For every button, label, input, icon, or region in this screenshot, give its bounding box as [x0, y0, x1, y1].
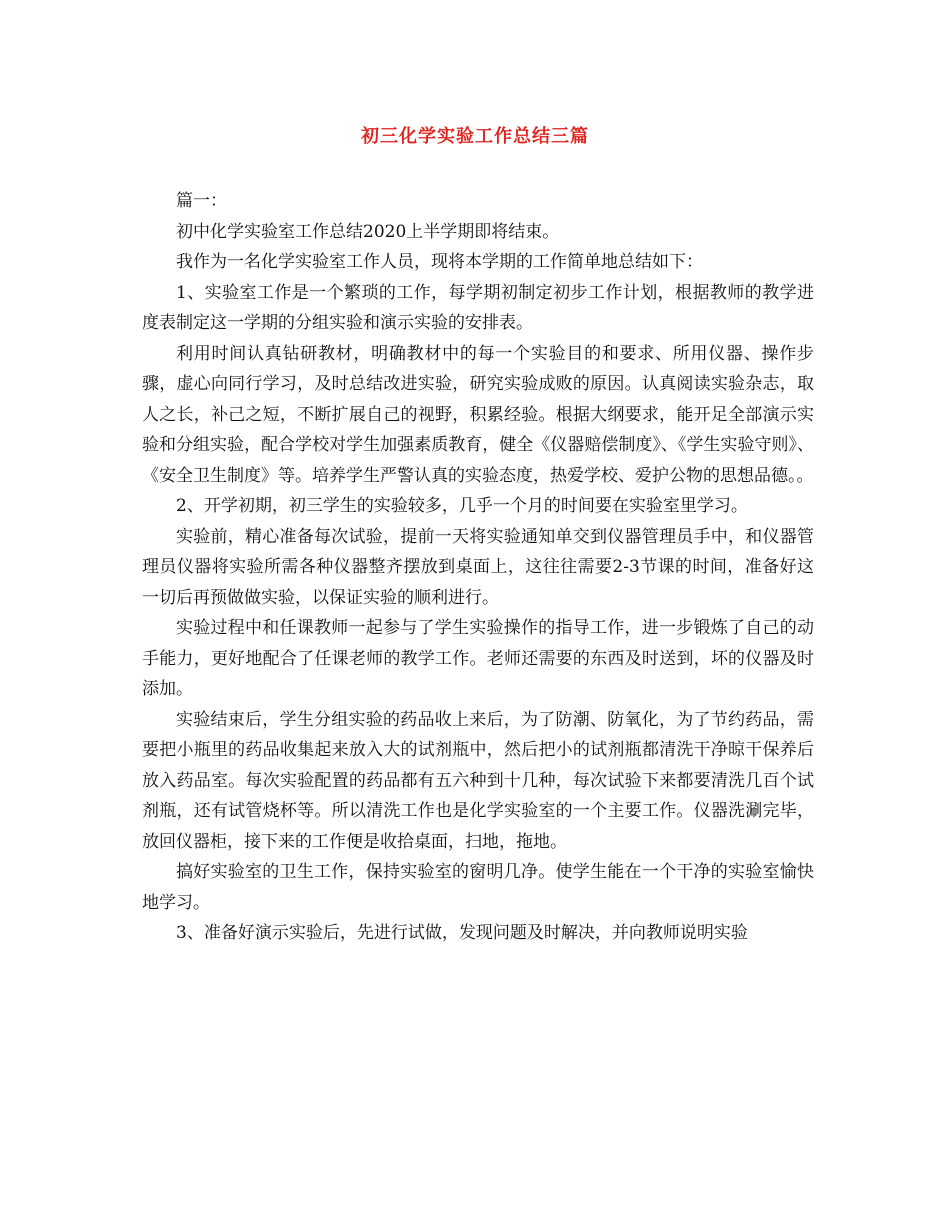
paragraph: 1、实验室工作是一个繁琐的工作，每学期初制定初步工作计划，根据教师的教学进度表制定这一学期的分组实验和演示实验的安排表。: [142, 282, 814, 333]
paragraph: 实验结束后，学生分组实验的药品收上来后，为了防潮、防氧化，为了节约药品，需要把小瓶里的药品收集起来放入大的试剂瓶中，然后把小的试剂瓶都清洗干净晾干保养后放入药品室。每次实验配置的药品都有五六种到十几种，每次试验下来都要清洗几百个试剂瓶，还有试管烧杯等。所以清洗工作也是化学实验室的一个主要工作。仪器洗涮完毕，放回仪器柜，接下来的工作便是收拾桌面，扫地，拖地。: [142, 709, 814, 852]
paragraph: 搞好实验室的卫生工作，保持实验室的窗明几净。使学生能在一个干净的实验室愉快地学习。: [142, 862, 814, 913]
paragraph: 实验过程中和任课教师一起参与了学生实验操作的指导工作，进一步锻炼了自己的动手能力，更好地配合了任课老师的教学工作。老师还需要的东西及时送到，坏的仪器及时添加。: [142, 618, 814, 699]
paragraph: 利用时间认真钻研教材，明确教材中的每一个实验目的和要求、所用仪器、操作步骤，虚心向同行学习，及时总结改进实验，研究实验成败的原因。认真阅读实验杂志，取人之长，补己之短，不断扩展自己的视野，积累经验。根据大纲要求，能开足全部演示实验和分组实验，配合学校对学生加强素质教育，健全《仪器赔偿制度》、《学生实验守则》、《安全卫生制度》等。培养学生严警认真的实验态度，热爱学校、爱护公物的思想品德。。: [142, 343, 814, 486]
paragraph-section-heading: 篇一：: [176, 191, 227, 211]
document-body: [142, 186, 814, 949]
document-title: 初三化学实验工作总结三篇: [361, 126, 589, 147]
paragraph: 初中化学实验室工作总结2020上半学期即将结束。: [176, 221, 560, 242]
paragraph: 3、准备好演示实验后，先进行试做，发现问题及时解决，并向教师说明实验: [176, 923, 748, 943]
paragraph: 实验前，精心准备每次试验，提前一天将实验通知单交到仪器管理员手中，和仪器管理员仪器将实验所需各种仪器整齐摆放到桌面上，这往往需要2-3节课的时间，准备好这一切后再预做做实验，以保证实验的顺利进行。: [142, 526, 814, 608]
paragraph: 我作为一名化学实验室工作人员，现将本学期的工作简单地总结如下：: [176, 252, 703, 272]
paragraph: 2、开学初期，初三学生的实验较多，几乎一个月的时间要在实验室里学习。: [176, 496, 748, 516]
